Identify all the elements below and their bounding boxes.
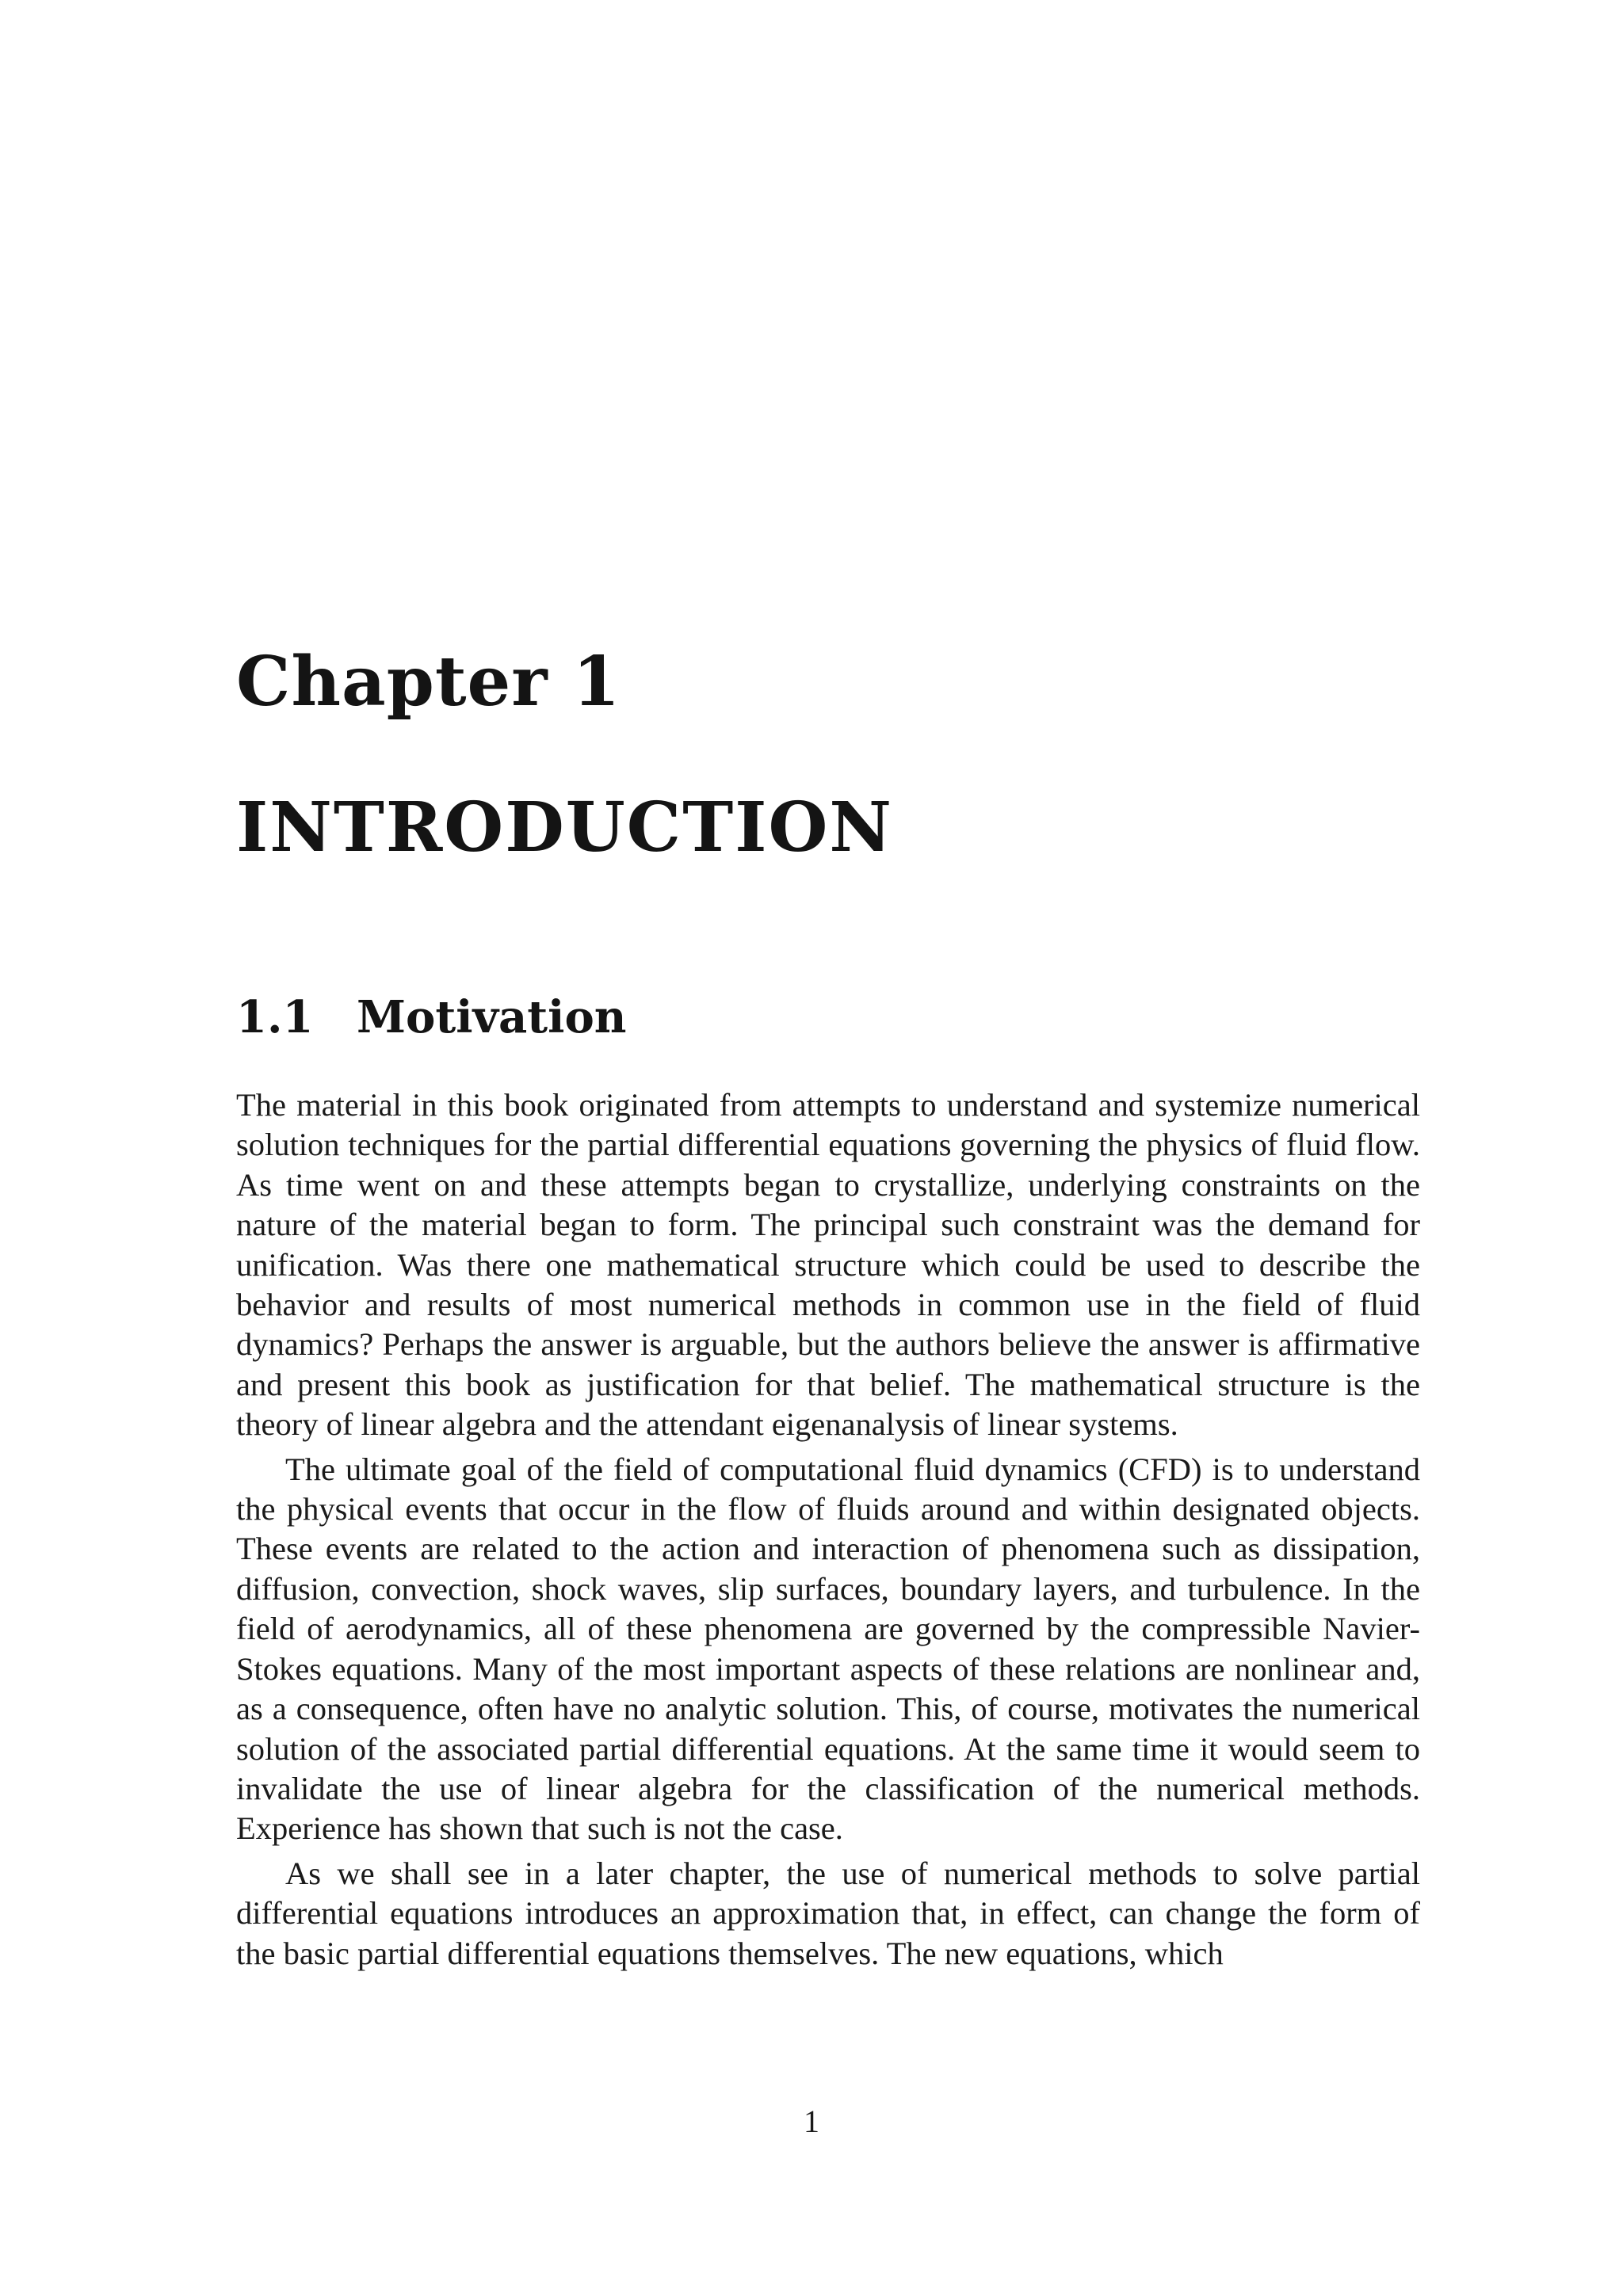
section-heading (236, 991, 627, 1043)
paragraph-3: As we shall see in a later chapter, the use of numerical methods to solve partial differential equations introduces an approximation that, in effect, can change the form of the basic partial differential equations themselves. The new equations, which (236, 1855, 1420, 1971)
paragraph-2: The ultimate goal of the field of computational fluid dynamics (CFD) is to understand the physical events that occur in the flow of fluids around and within designated objects. These events are related to the action and interaction of phenomena such as dissipation, diffusion, convection, shock waves, slip surfaces, boundary layers, and turbulence. In the field of aerodynamics, all of these phenomena are governed by the compressible Navier-Stokes equations. Many of the most important aspects of these relations are nonlinear and, as a consequence, often have no analytic solution. This, of course, motivates the numerical solution of the associated partial differential equations. At the same time it would seem to invalidate the use of linear algebra for the classification of the numerical methods. Experience has shown that such is not the case. (236, 1451, 1420, 1847)
page-number: 1 (804, 2103, 819, 2139)
paragraph-1: The material in this book originated from attempts to understand and systemize numerical solution techniques for the partial differential equations governing the physics of fluid flow. As time went on and these attempts began to crystallize, underlying constraints on the nature of the material began to form. The principal such constraint was the demand for unification. Was there one mathematical structure which could be used to describe the behavior and results of most numerical methods in common use in the field of fluid dynamics? Perhaps the answer is arguable, but the authors believe the answer is affirmative and present this book as justification for that belief. The mathematical structure is the theory of linear algebra and the attendant eigenanalysis of linear systems. (236, 1087, 1420, 1443)
section-title: Motivation (357, 991, 627, 1043)
body-text (236, 1085, 1420, 1974)
section-number: 1.1 (236, 991, 314, 1043)
chapter-label: Chapter 1 (236, 642, 621, 722)
chapter-title: INTRODUCTION (236, 788, 893, 868)
